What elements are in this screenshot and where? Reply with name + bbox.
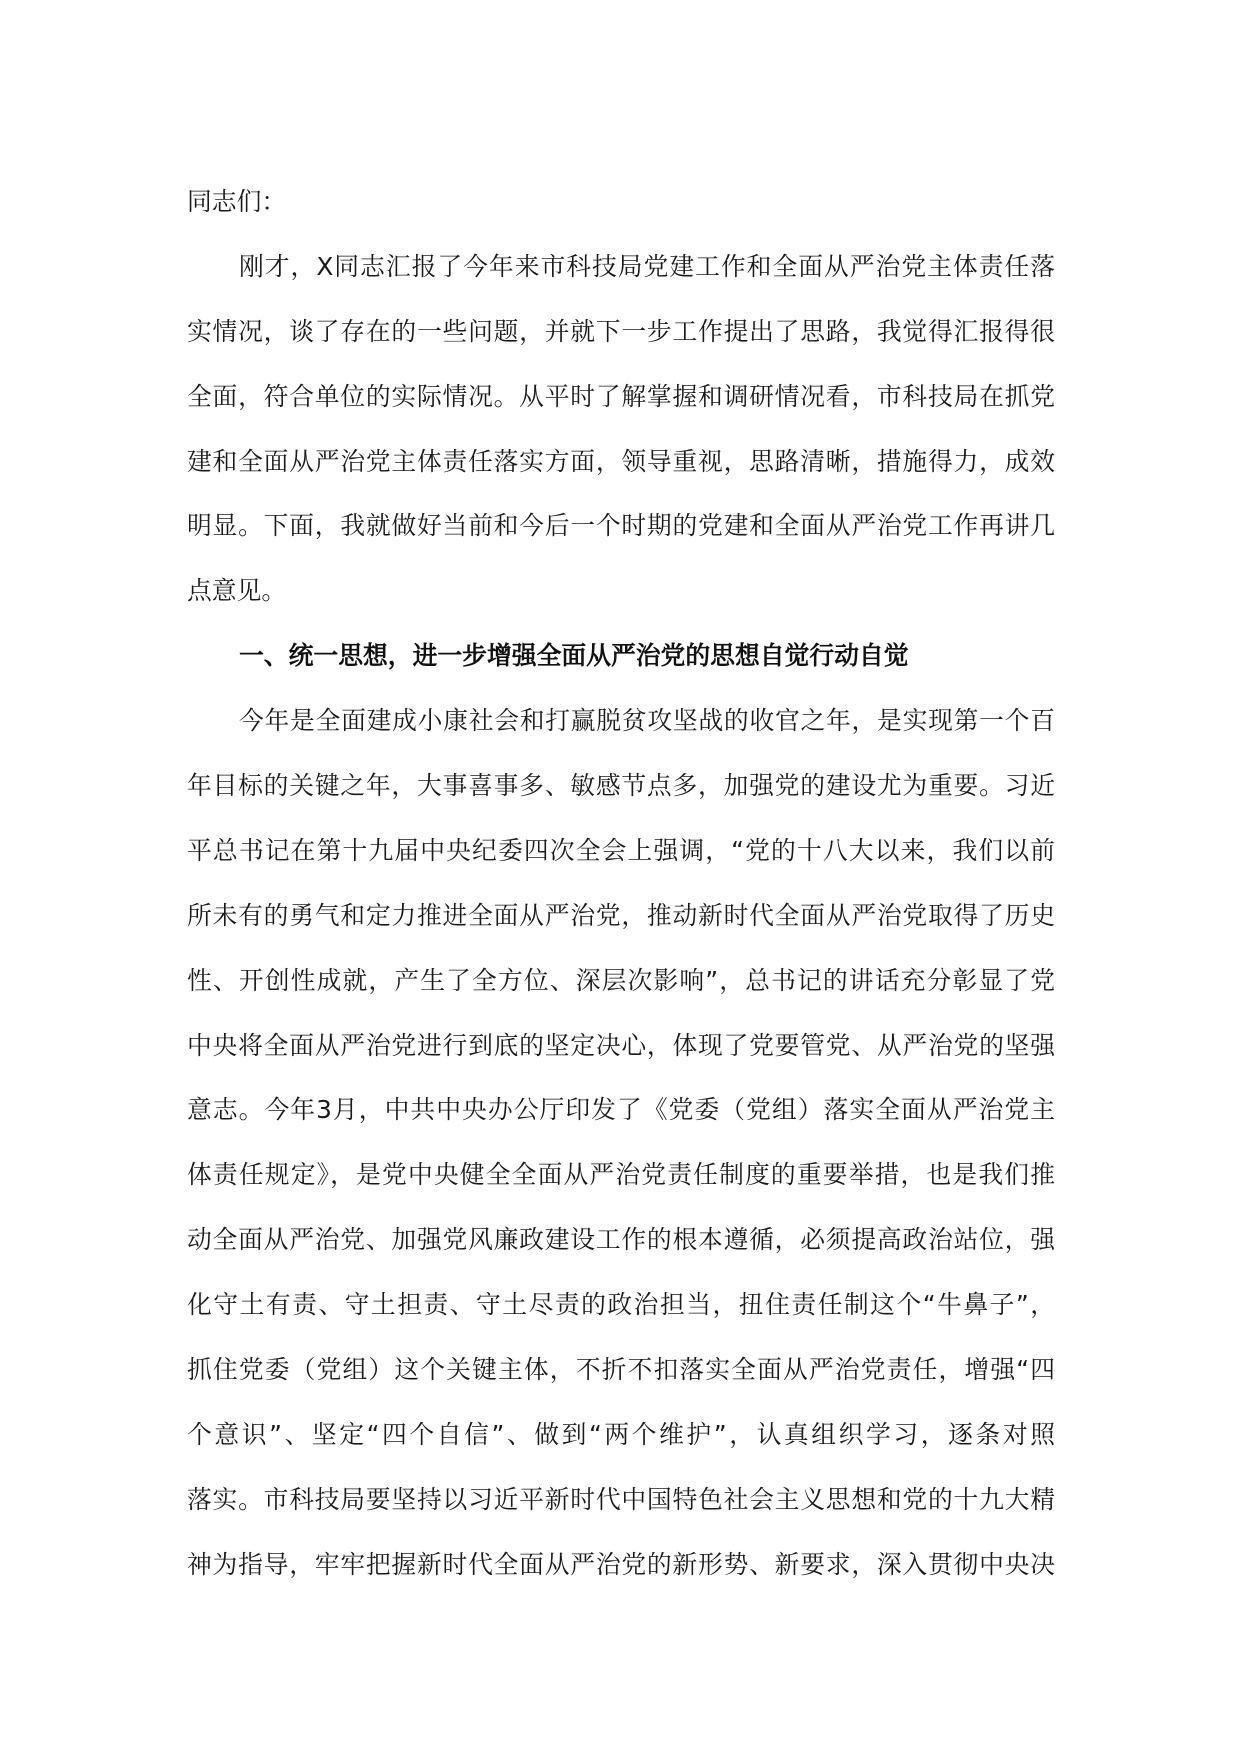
paragraph-line: 神为指导，牢牢把握新时代全面从严治党的新形势、新要求，深入贯彻中央决 (187, 1549, 1055, 1579)
paragraph-line: 年目标的关键之年，大事喜事多、敏感节点多，加强党的建设尤为重要。习近 (187, 771, 1055, 801)
paragraph-line: 中央将全面从严治党进行到底的坚定决心，体现了党要管党、从严治党的坚强 (187, 1030, 1055, 1060)
paragraph-line: 建和全面从严治党主体责任落实方面，领导重视，思路清晰，措施得力，成效 (187, 446, 1055, 476)
paragraph-line: 平总书记在第十九届中央纪委四次全会上强调，“党的十八大以来，我们以前 (187, 835, 1055, 865)
paragraph-line: 个意识”、坚定“四个自信”、做到“两个维护”，认真组织学习，逐条对照 (187, 1419, 1055, 1449)
paragraph-line: 性、开创性成就，产生了全方位、深层次影响”，总书记的讲话充分彰显了党 (187, 965, 1055, 995)
paragraph-line: 体责任规定》，是党中央健全全面从严治党责任制度的重要举措，也是我们推 (187, 1160, 1055, 1190)
paragraph-line: 点意见。 (187, 576, 287, 606)
paragraph-line: 全面，符合单位的实际情况。从平时了解掌握和调研情况看，市科技局在抓党 (187, 381, 1055, 411)
paragraph-line: 抓住党委（党组）这个关键主体，不折不扣落实全面从严治党责任，增强“四 (187, 1355, 1055, 1385)
paragraph-line: 所未有的勇气和定力推进全面从严治党，推动新时代全面从严治党取得了历史 (187, 900, 1055, 930)
paragraph-line: 意志。今年3月，中共中央办公厅印发了《党委（党组）落实全面从严治党主 (187, 1095, 1055, 1125)
paragraph-line: 实情况，谈了存在的一些问题，并就下一步工作提出了思路，我觉得汇报得很 (187, 316, 1055, 346)
paragraph-line: 动全面从严治党、加强党风廉政建设工作的根本遵循，必须提高政治站位，强 (187, 1225, 1055, 1255)
paragraph-line: 今年是全面建成小康社会和打赢脱贫攻坚战的收官之年，是实现第一个百 (239, 706, 1055, 736)
paragraph-line: 化守土有责、守土担责、守土尽责的政治担当，扭住责任制这个“牛鼻子”， (187, 1290, 1055, 1320)
paragraph-line: 刚才，X同志汇报了今年来市科技局党建工作和全面从严治党主体责任落 (239, 251, 1055, 281)
salutation: 同志们： (187, 187, 287, 216)
document-body (187, 170, 1055, 1598)
section-heading: 一、统一思想，进一步增强全面从严治党的思想自觉行动自觉 (239, 641, 909, 671)
paragraph-line: 落实。市科技局要坚持以习近平新时代中国特色社会主义思想和党的十九大精 (187, 1484, 1055, 1514)
paragraph-line: 明显。下面，我就做好当前和今后一个时期的党建和全面从严治党工作再讲几 (187, 511, 1055, 541)
